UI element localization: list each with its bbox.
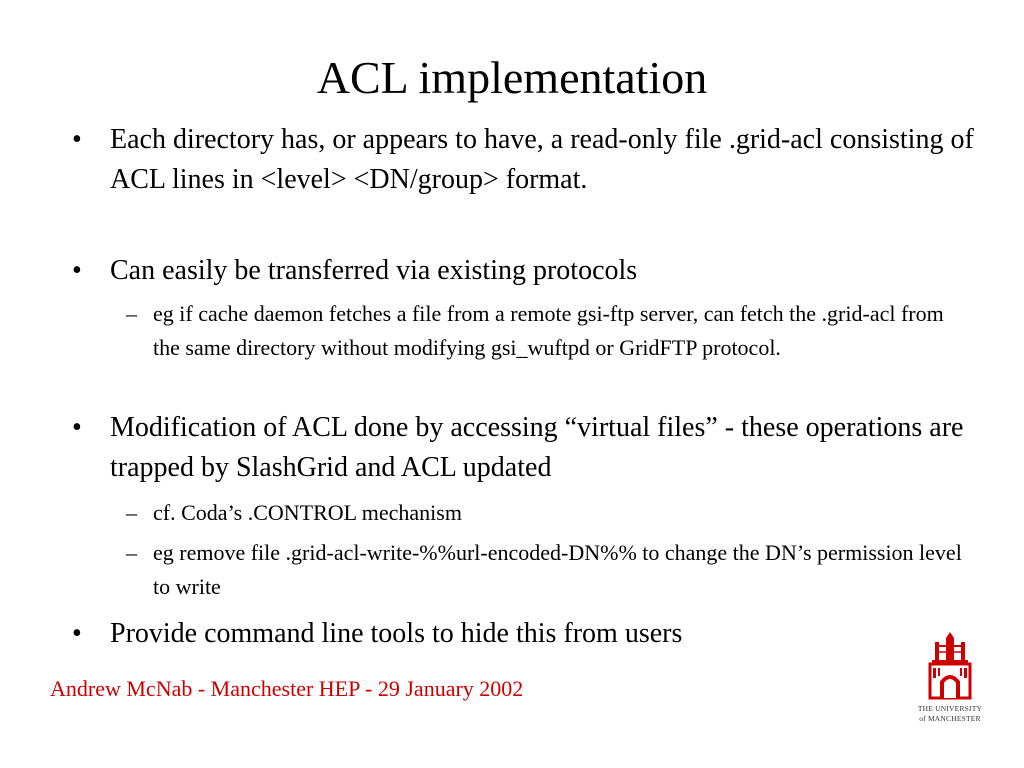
bullet-text: Can easily be transferred via existing protocols: [110, 255, 638, 286]
slide-footer: Andrew McNab - Manchester HEP - 29 January 2002: [50, 676, 524, 701]
bullet-text: Provide command line tools to hide this from users: [110, 618, 683, 649]
sub-bullet-marker: –: [126, 500, 137, 525]
bullet-text: Modification of ACL done by accessing “virtual files” - these operations are trapped by SlashGrid and ACL updated: [110, 412, 964, 483]
bullet-text: Each directory has, or appears to have, a read-only file .grid-acl consisting of ACL lines in <level> <DN/group> format.: [110, 124, 974, 195]
sub-bullet-text: eg remove file .grid-acl-write-%%url-encoded-DN%% to change the DN’s permission level to write: [153, 540, 962, 599]
sub-bullet-item-3-1: [126, 496, 973, 530]
sub-bullet-item-3-2: [126, 536, 973, 604]
bullet-marker: •: [72, 124, 82, 155]
bullet-marker: •: [72, 255, 82, 286]
sub-bullet-marker: –: [126, 301, 137, 326]
slide-title: ACL implementation: [316, 52, 708, 103]
university-line1: THE UNIVERSITY: [917, 704, 983, 713]
sub-bullet-item-2-1: [126, 297, 973, 365]
bullet-item-1: [72, 120, 980, 200]
bullet-item-3: [72, 408, 980, 488]
bullet-item-4: [72, 614, 980, 654]
university-wordmark: [902, 704, 998, 724]
bullet-item-2: [72, 251, 980, 291]
sub-bullet-text: cf. Coda’s .CONTROL mechanism: [153, 500, 462, 525]
bullet-marker: •: [72, 412, 82, 443]
university-logo: [902, 632, 998, 730]
sub-bullet-text: eg if cache daemon fetches a file from a remote gsi-ftp server, can fetch the .grid-acl from the same directory without modifying gsi_wuftpd or GridFTP protocol.: [153, 301, 944, 360]
bullet-marker: •: [72, 618, 82, 649]
university-of-manchester-crest-icon: [902, 632, 998, 704]
sub-bullet-marker: –: [126, 540, 137, 565]
university-line2: of MANCHESTER: [919, 714, 981, 723]
